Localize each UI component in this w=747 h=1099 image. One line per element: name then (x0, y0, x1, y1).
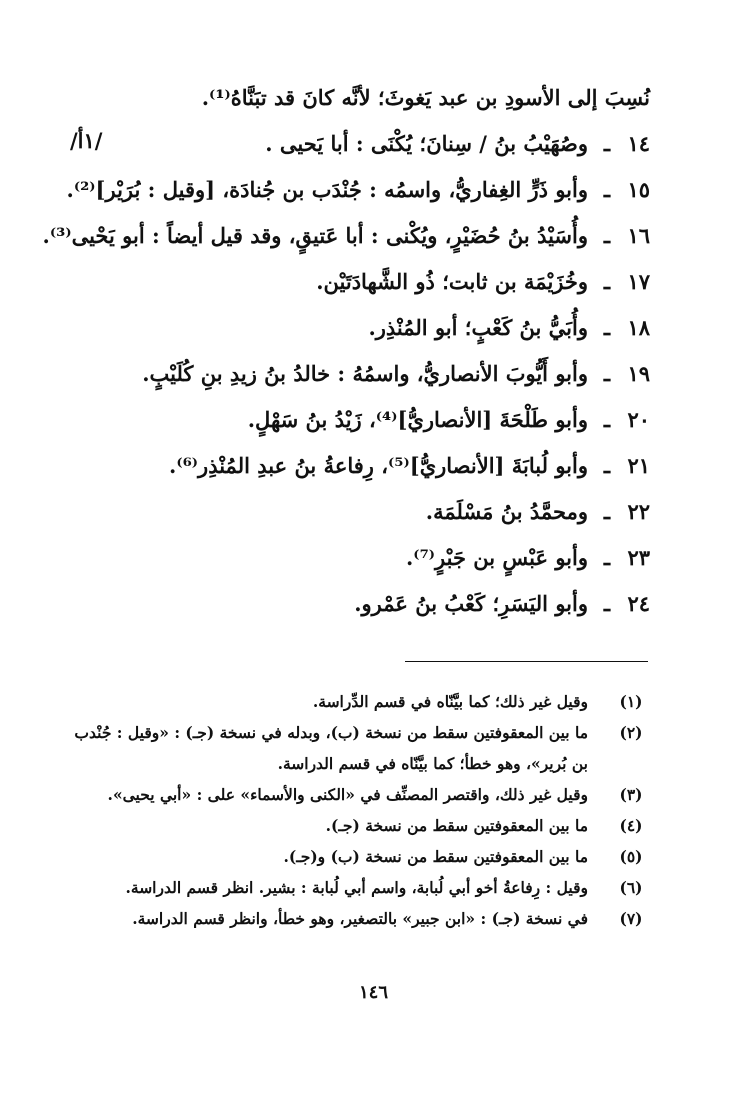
entry-number: ١٥ (627, 177, 650, 202)
footnote-continuation (90, 748, 650, 779)
entry-line (120, 581, 650, 627)
entry-text: نُسِبَ إلى الأسودِ بن عبد يَغوثَ؛ لأنَّه كانَ قد تبَنَّاهُ⁽¹⁾. (201, 85, 650, 110)
footnote (90, 872, 650, 903)
footnote-text: ما بين المعقوفتين سقط من نسخة (جـ). (325, 816, 588, 835)
entry-text: وأبو ذَرٍّ الغِفاريُّ، واسمُه : جُنْدَب بن جُنادَة، [وقيل : بُرَيْر]⁽²⁾. (66, 177, 588, 202)
entry-number: ٢١ (627, 453, 650, 478)
entry-dash: ـ (603, 315, 610, 340)
entry-text: وأُبَيُّ بنُ كَعْبٍ؛ أبو المُنْذِر. (368, 315, 588, 340)
entry-line (120, 259, 650, 305)
entry-text: وأُسَيْدُ بنُ حُضَيْرٍ، ويُكْنى : أبا عَتيقٍ، وقد قيل أيضاً : أبو يَحْيى⁽³⁾. (42, 223, 588, 248)
entry-number: ٢٤ (627, 591, 650, 616)
footnote-text: وقيل غير ذلك، واقتصر المصنِّف في «الكنى والأسماء» على : «أبي يحيى». (107, 785, 588, 804)
footnote (90, 903, 650, 934)
entry-dash: ـ (603, 223, 610, 248)
entry-dash: ـ (603, 499, 610, 524)
entry-number: ٢٠ (627, 407, 650, 432)
entry-line (120, 351, 650, 397)
footnote-number: (٥) (619, 847, 643, 866)
footnote-number: (٤) (619, 816, 643, 835)
footnotes-section (74, 686, 650, 934)
entry-dash: ـ (603, 269, 610, 294)
entry-text: وأبو اليَسَرِ؛ كَعْبُ بنُ عَمْرو. (354, 591, 588, 616)
entry-text: وأبو لُبابَةَ [الأنصاريُّ]⁽⁵⁾، رِفاعةُ بنُ عبدِ المُنْذِر⁽⁶⁾. (169, 453, 588, 478)
entry-text: وخُزَيْمَة بن ثابت؛ ذُو الشَّهادَتَيْن. (316, 269, 588, 294)
footnote-text: في نسخة (جـ) : «ابن جبير» بالتصغير، وهو خطأ، وانظر قسم الدراسة. (132, 909, 588, 928)
footnote-text: ما بين المعقوفتين سقط من نسخة (ب) و(جـ). (283, 847, 588, 866)
entry-dash: ـ (603, 545, 610, 570)
footnote-number: (٦) (619, 878, 643, 897)
entry-number: ١٧ (627, 269, 650, 294)
entry-text: وأبو طَلْحَةَ [الأنصاريُّ]⁽⁴⁾، زَيْدُ بنُ سَهْلٍ. (247, 407, 588, 432)
folio-marker: /١أ/ (70, 128, 103, 153)
footnote-number: (٧) (619, 909, 643, 928)
entry-dash: ـ (603, 177, 610, 202)
footnote-text: وقيل : رِفاعةُ أخو أبي لُبابة، واسم أبي لُبابة : بشير. انظر قسم الدراسة. (125, 878, 588, 897)
entry-line (42, 213, 650, 259)
entry-line (120, 397, 650, 443)
entry-line (120, 443, 650, 489)
footnote (90, 841, 650, 872)
footnote-number: (٣) (619, 785, 643, 804)
footnote-number: (١) (619, 692, 643, 711)
entry-text: وصُهَيْبُ بنُ / سِنانَ؛ يُكْنَى : أبا يَحيى . (265, 131, 588, 156)
entry-number: ١٦ (627, 223, 650, 248)
footnote-text: بن بُرير»، وهو خطأ؛ كما بيَّنّاه في قسم الدراسة. (277, 754, 588, 773)
entry-text: ومحمَّدُ بنُ مَسْلَمَة. (425, 499, 588, 524)
entry-dash: ـ (603, 591, 610, 616)
footnote-text: وقيل غير ذلك؛ كما بيَّنّاه في قسم الدِّراسة. (312, 692, 588, 711)
footnote-text: ما بين المعقوفتين سقط من نسخة (ب)، وبدله في نسخة (جـ) : «وقيل : جُنْدب (74, 723, 588, 742)
footnote (74, 717, 650, 748)
entry-line (66, 167, 650, 213)
footnote (90, 810, 650, 841)
entry-line (120, 535, 650, 581)
continuation-line (120, 75, 650, 121)
entry-number: ١٤ (627, 131, 650, 156)
entry-text: وأبو عَبْسٍ بن جَبْرٍ⁽⁷⁾. (405, 545, 588, 570)
entry-number: ٢٣ (627, 545, 650, 570)
footnote (90, 779, 650, 810)
entry-dash: ـ (603, 361, 610, 386)
entry-text: وأبو أَيُّوبَ الأنصاريُّ، واسمُهُ : خالدُ بنُ زيدِ بنِ كُلَيْبٍ. (142, 361, 588, 386)
entry-dash: ـ (603, 453, 610, 478)
entry-dash: ـ (603, 131, 610, 156)
entry-line (120, 489, 650, 535)
entry-number: ١٨ (627, 315, 650, 340)
footnote-divider (405, 661, 648, 662)
entry-number: ٢٢ (627, 499, 650, 524)
footnote (90, 686, 650, 717)
entry-line (120, 121, 650, 167)
page-number: ١٤٦ (358, 982, 388, 1003)
entry-dash: ـ (603, 407, 610, 432)
entry-line (120, 305, 650, 351)
footnote-number: (٢) (619, 723, 643, 742)
entry-number: ١٩ (627, 361, 650, 386)
